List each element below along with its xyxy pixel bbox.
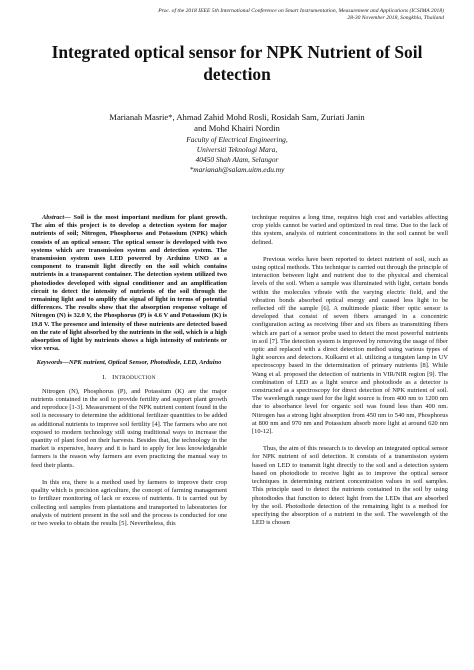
authors-line-2: and Mohd Khairi Nordin bbox=[194, 123, 280, 133]
affiliation-faculty: Faculty of Electrical Engineering, bbox=[186, 135, 288, 144]
title-line-2: detection bbox=[203, 64, 271, 84]
keywords-text: NPK nutrient, Optical Sensor, Photodiode, LED, Arduino bbox=[68, 359, 222, 367]
section-heading-introduction bbox=[31, 374, 227, 382]
author-email: *marianah@salam.uitm.edu.my bbox=[189, 165, 285, 174]
title-line-1: Integrated optical sensor for NPK Nutrient of Soil bbox=[51, 42, 423, 62]
affiliation-city: 40450 Shah Alam, Selangor bbox=[195, 155, 279, 164]
keywords bbox=[31, 359, 227, 367]
conference-header bbox=[84, 8, 444, 22]
left-column bbox=[31, 214, 227, 537]
intro-paragraph-1: Nitrogen (N), Phosphorus (P), and Potassium (K) are the major nutrients contained in the soil to provide fertility and support plant growth and reproduce [1-3]. Measurement of the NPK nutrient content found in the soil is necessary to determine the additional fertilizer quantities to be added as additional nutrients to improve soil fertility [4]. The farmers who are not exposed to modern technology still using traditional ways to increase the quantity of plant food on their harvests. Besides that, the technology in the market is expensive, heavy and it is hard to apply for less knowledgeable farmers is the reason why farmers are even practicing the manual way to feed their plants. bbox=[31, 387, 227, 469]
author-list bbox=[60, 112, 414, 134]
abstract-text: Soil is the most important medium for plant growth. The aim of this project is to develop a detection system for major nutrients of soil; Nitrogen, Phosphorus and Potassium (NPK) which consists of an optical sensor. The optical sensor is developed with two systems which are transmission system and detection system. The transmission system uses LED powered by Arduino UNO as a component to transmit light directly on the soil which contains nutrients in a transparent container. The detection system utilized two photodiodes developed with signal conditioner and an amplification circuit to detect the intensity of nutrients of the soil through the remaining light and to amplify the signal of light in terms of potential differences. The results show that the absorption response voltage of Nitrogen (N) is 32.0 V, the Phosphorus (P) is 4.6 V and Potassium (K) is 19.8 V. The presence and intensity of these nutrients are detected based on the rate of light absorbed by the nutrients in the soil, which is a high absorption of light by nutrients shows a high intensity of nutrients or vice versa. bbox=[31, 214, 228, 353]
keywords-label: Keywords bbox=[36, 359, 63, 367]
abstract bbox=[31, 214, 227, 353]
conference-line-2: 28-30 November 2018, Songkhla, Thailand bbox=[347, 15, 444, 21]
right-paragraph-1: technique requires a long time, requires high cost and variables affecting crop yields cannot be varied and optimized in real time. Due to the lack of this system, analysis of nutrient concentrations in the soil cannot be well defined. bbox=[252, 214, 448, 246]
authors-line-1: Marianah Masrie*, Ahmad Zahid Mohd Rosli, Rosidah Sam, Zuriati Janin bbox=[109, 112, 365, 122]
conference-line-1: Proc. of the 2018 IEEE 5th International Conference on Smart Instrumentation, Measurement and Applications (ICSIMA 2018) bbox=[158, 8, 444, 14]
abstract-dash: — bbox=[64, 214, 74, 221]
right-paragraph-3: Thus, the aim of this research is to develop an integrated optical sensor for NPK nutrient of soil detection. It consists of a transmission system based on LED to transmit light directly to the soil and a detection system based on photodiode to receive light as to improve the optical sensor techniques in determining nutrient concentration values in soil samples. This principle used to detect the nutrients contained in the soil by using photodiodes that function to detect light from the LEDs that are absorbed by the soil. Photodiode detection of the remaining light is a method for specifying the absorption of a nutrient in the soil. The wavelength of the LED is chosen bbox=[252, 445, 448, 527]
section-title-initial: I bbox=[112, 373, 115, 381]
section-numeral: I. bbox=[102, 373, 107, 381]
affiliation bbox=[140, 135, 334, 175]
right-column bbox=[252, 214, 448, 536]
section-title-rest: NTRODUCTION bbox=[114, 374, 156, 381]
keywords-dash: — bbox=[62, 359, 69, 367]
intro-paragraph-2: In this era, there is a method used by farmers to improve their crop quality which is precision agriculture, the concept of farming management to fertilizer monitoring of lack or excess of nutrients. It is carried out by collecting soil samples from plantations and transported to laboratories for analysis of nutrient present in the soil and the process is conducted for one or two weeks to obtain the results [5]. Nevertheless, this bbox=[31, 478, 227, 527]
paper-title bbox=[30, 41, 444, 85]
right-paragraph-2: Previous works have been reported to detect nutrient of soil, such as using optical methods. This technique is carried out through the principle of interaction between light and nutrient due to the physical and chemical levels of the soil. When a sample was illuminated with light, certain bonds within the molecules vibrate with the varying electric field, and the vibration bonds absorbed optical energy and caused less light to be reflected off the sample [6]. A multimode plastic fiber optic sensor is developed that consist of seven fibers arranged in a concentric configuration acting as receiving fiber and six fibers as transmitting fibers which are part of a sensor probe used to detect the most powerful nutrients in soil [7]. The detection system is improved by removing the usage of fiber optic and replaced with a direct detection method using various types of light sources and detectors. Kulkarni et al. utilizing a tungsten lamp in UV spectroscopy based in the determination of primary nutrients [8]. While Wang et al. proposed the detection of nutrients in VIR/NIR region [9]. The combination of LED as a light source and photodiode as a detector is constructed as a spectroscopy for direct detection of NPK nutrient of soil. The wavelength range used for the light source is from 400 nm to 1200 nm due to absorbance level for organic soil was found less than 400 nm. Nitrogen has a strong light absorption from 450 nm to 540 nm, Phosphorus at 800 nm and 970 nm and Potassium absorb more light at around 620 nm [10-12]. bbox=[252, 255, 448, 436]
abstract-label: Abstract bbox=[42, 214, 65, 221]
affiliation-university: Universiti Teknologi Mara, bbox=[196, 145, 278, 154]
